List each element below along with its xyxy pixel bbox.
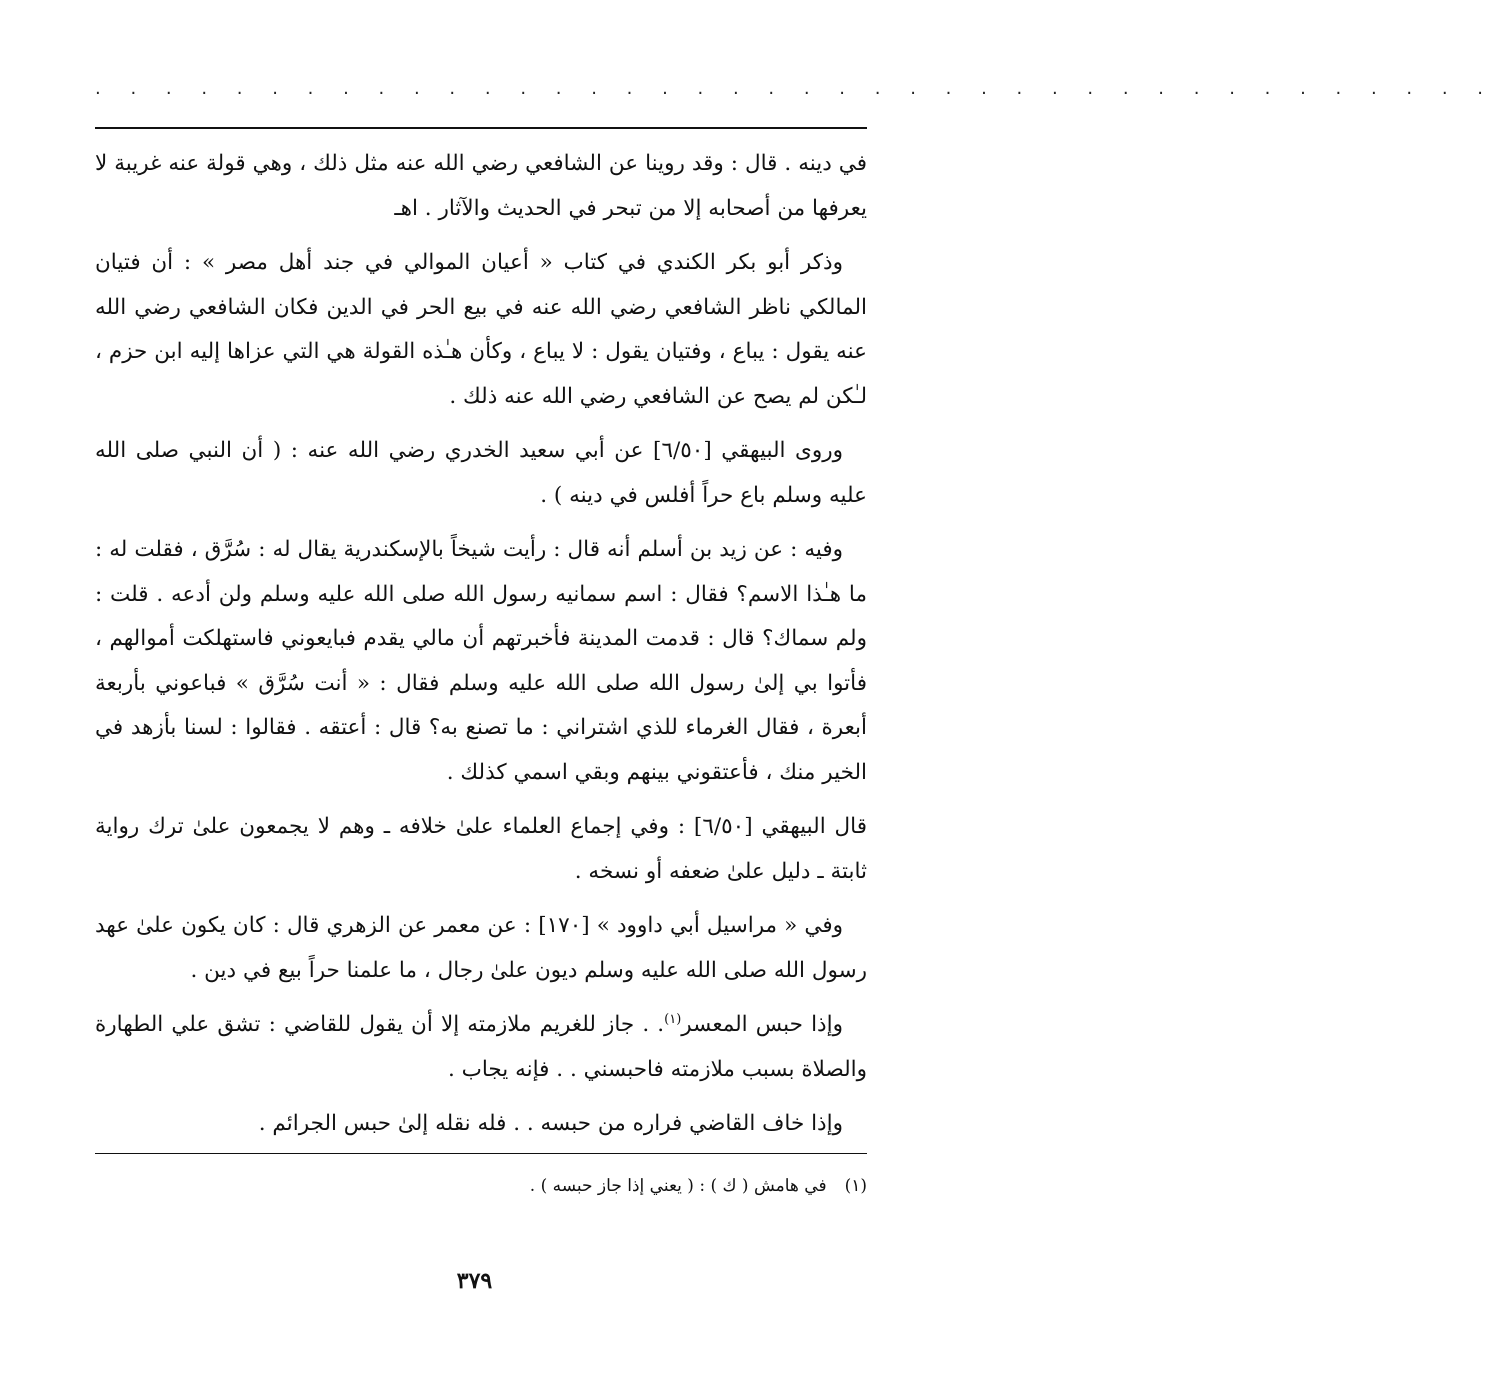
paragraph-bayhaqi-consensus: قال البيهقي [٦/٥٠] : وفي إجماع العلماء علىٰ خلافه ـ وهم لا يجمعون علىٰ ترك رواية ثابتة ـ دليل علىٰ ضعفه أو نسخه . [95,814,868,884]
footnote-rule [95,1153,867,1154]
page-number: ٣٧٩ [456,1268,493,1294]
footnote-marker: (١) [664,1011,682,1027]
footnote [95,1168,867,1204]
paragraph-judge-transfer: وإذا خاف القاضي فراره من حبسه . . فله نقله إلىٰ حبس الجرائم . [258,1111,843,1136]
paragraph-continuation: في دينه . قال : وقد روينا عن الشافعي رضي الله عنه مثل ذلك ، وهي قولة عنه غريبة لا يعرفها من أصحابه إلا من تبحر في الحديث والآثار . اهـ [95,151,867,221]
insolvent-text-end: . . جاز للغريم ملازمته إلا أن يقول للقاضي : تشق علي الطهارة والصلاة بسبب ملازمته فاحبسني . . فإنه يجاب . [95,1012,867,1082]
paragraph-bayhaqi-narration: وروى البيهقي [٦/٥٠] عن أبي سعيد الخدري رضي الله عنه : ( أن النبي صلى الله عليه وسلم باع حراً أفلس في دينه ) . [95,438,867,508]
paragraph-insolvent-detention [95,1003,867,1092]
main-text [95,142,867,1157]
header-rule [95,127,867,129]
insolvent-text-start: وإذا حبس المعسر [681,1012,843,1037]
header-dotted-line: . . . . . . . . . . . . . . . . . . . . . . . . . . . . . . . . . . . . . . . . [95,78,1495,99]
paragraph-kindi: وذكر أبو بكر الكندي في كتاب « أعيان الموالي في جند أهل مصر » : أن فتيان المالكي ناظر الشافعي رضي الله عنه في بيع الحر في الدين فكان الشافعي رضي الله عنه يقول : يباع ، وفتيان يقول : لا يباع ، وكأن هـٰذه القولة هي التي عزاها إليه ابن حزم ، لـٰكن لم يصح عن الشافعي رضي الله عنه ذلك . [95,250,867,409]
paragraph-abu-dawud: وفي « مراسيل أبي داوود » [١٧٠] : عن معمر عن الزهري قال : كان يكون علىٰ عهد رسول الله صلى الله عليه وسلم ديون علىٰ رجال ، ما علمنا حراً بيع في دين . [95,913,867,983]
footnote-number: (١) [844,1176,867,1196]
footnote-text: في هامش ( ك ) : ( يعني إذا جاز حبسه ) . [529,1176,827,1196]
paragraph-surraq: وفيه : عن زيد بن أسلم أنه قال : رأيت شيخاً بالإسكندرية يقال له : سُرَّق ، فقلت له : ما هـٰذا الاسم؟ فقال : اسم سمانيه رسول الله صلى الله عليه وسلم ولن أدعه . قلت : ولم سماك؟ قال : قدمت المدينة فأخبرتهم أن مالي يقدم فبايعوني فاستهلكت أموالهم ، فأتوا بي إلىٰ رسول الله صلى الله عليه وسلم فقال : « أنت سُرَّق » فباعوني بأربعة أبعرة ، فقال الغرماء للذي اشتراني : ما تصنع به؟ قال : أعتقه . فقالوا : لسنا بأزهد في الخير منك ، فأعتقوني بينهم وبقي اسمي كذلك . [95,537,867,785]
